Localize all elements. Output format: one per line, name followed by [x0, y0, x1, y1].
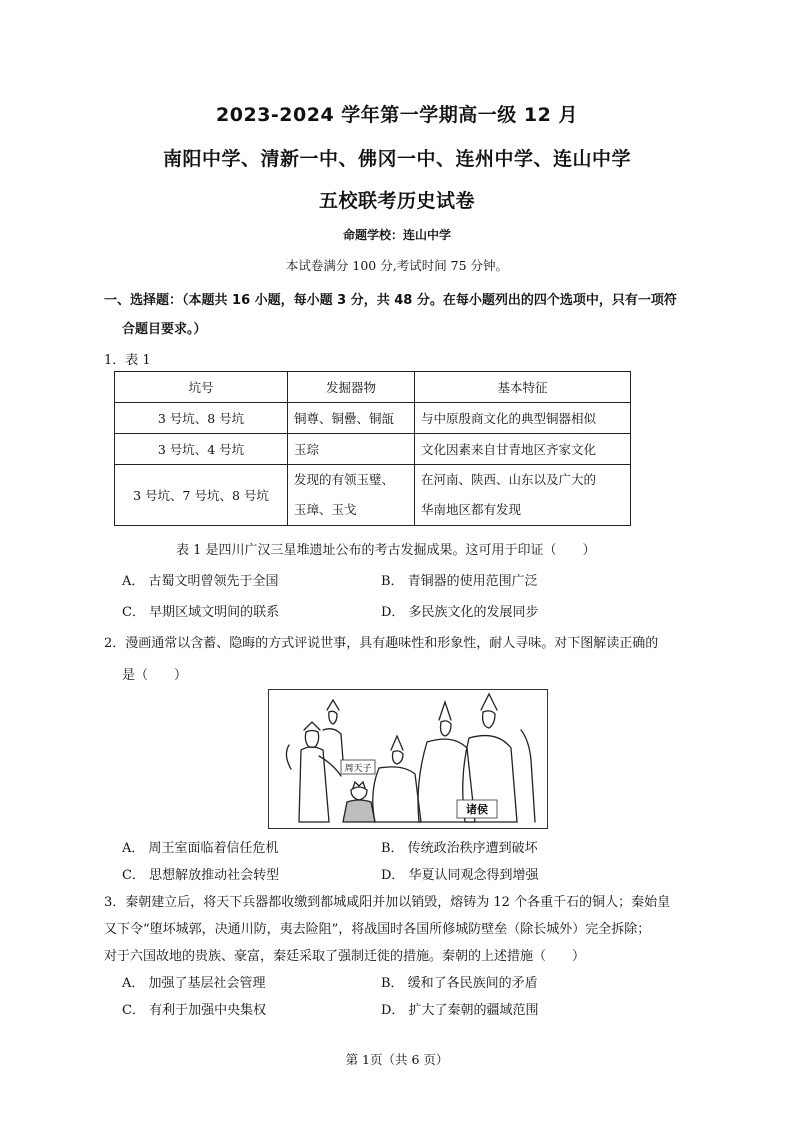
table-cell: [288, 465, 415, 526]
table-cell: 3 号坑、8 号坑: [115, 403, 288, 434]
q1-option-c: C． 早期区域文明间的联系: [122, 605, 280, 620]
table-cell-line: 华南地区都有发现: [421, 502, 522, 517]
q2-option-a: A． 周王室面临着信任危机: [122, 841, 279, 856]
table-cell-line: 在河南、陕西、山东以及广大的: [421, 472, 597, 487]
q2-option-b: B． 传统政治秩序遭到破坏: [381, 841, 538, 856]
table-cell: 3 号坑、4 号坑: [115, 434, 288, 465]
cartoon-drawing: [269, 690, 547, 828]
q3-option-a: A． 加强了基层社会管理: [122, 976, 266, 991]
table-header-cell: 基本特征: [415, 372, 631, 403]
q2-stem-line2: 是（ ）: [122, 668, 188, 683]
cartoon-label-lords: 诸侯: [466, 803, 488, 816]
q1-stem: 表 1 是四川广汉三星堆遗址公布的考古发掘成果。这可用于印证（ ）: [176, 543, 596, 558]
table-cell-line: 玉璋、玉戈: [294, 502, 357, 517]
section-heading: 一、选择题：（本题共 16 小题，每小题 3 分，共 48 分。在每小题列出的四个选项中，只有一项符: [104, 293, 677, 308]
table-header-cell: 发掘器物: [288, 372, 415, 403]
q1-option-d: D． 多民族文化的发展同步: [381, 605, 539, 620]
q1-label: 1．表 1: [104, 353, 151, 368]
exam-title-schools: 南阳中学、清新一中、佛冈一中、连州中学、连山中学: [162, 148, 631, 170]
table-cell: 与中原殷商文化的典型铜器相似: [415, 403, 631, 434]
table-row: [115, 434, 631, 465]
q1-option-b: B． 青铜器的使用范围广泛: [381, 574, 538, 589]
setter-school: 命题学校：连山中学: [342, 228, 451, 242]
table-header-cell: 坑号: [115, 372, 288, 403]
table-cell: [415, 465, 631, 526]
table-row: [115, 465, 631, 526]
q2-stem-line1: 2．漫画通常以含蓄、隐晦的方式评说世事，具有趣味性和形象性，耐人寻味。对下图解读正确的: [104, 636, 659, 651]
q3-stem-line1: 3．秦朝建立后，将天下兵器都收缴到都城咸阳并加以销毁，熔铸为 12 个各重千石的铜人；秦始皇: [104, 895, 671, 910]
exam-title-line1: 2023-2024 学年第一学期高一级 12 月: [216, 104, 578, 126]
table-cell: 文化因素来自甘青地区齐家文化: [415, 434, 631, 465]
q3-option-b: B． 缓和了各民族间的矛盾: [381, 976, 538, 991]
cartoon-image: [268, 689, 548, 829]
table-row: [115, 403, 631, 434]
exam-info: 本试卷满分 100 分,考试时间 75 分钟。: [285, 258, 509, 273]
table-cell: 玉琮: [288, 434, 415, 465]
q1-table: [114, 371, 631, 526]
page-footer: 第 1页（共 6 页）: [345, 1052, 449, 1067]
q3-stem-line3: 对于六国故地的贵族、豪富，秦廷采取了强制迁徙的措施。秦朝的上述措施（ ）: [104, 949, 586, 964]
q2-option-c: C． 思想解放推动社会转型: [122, 868, 280, 883]
q3-option-c: C． 有利于加强中央集权: [122, 1003, 267, 1018]
cartoon-label-king: 周天子: [344, 764, 372, 774]
table-cell: 3 号坑、7 号坑、8 号坑: [115, 465, 288, 526]
section-heading-cont: 合题目要求。）: [122, 322, 207, 337]
table-cell: 铜尊、铜罍、铜瓿: [288, 403, 415, 434]
q1-option-a: A． 古蜀文明曾领先于全国: [122, 574, 279, 589]
q2-option-d: D． 华夏认同观念得到增强: [381, 868, 539, 883]
table-cell-line: 发现的有领玉璧、: [294, 472, 395, 487]
table-header-row: [115, 372, 631, 403]
exam-title-subject: 五校联考历史试卷: [318, 190, 475, 212]
q3-option-d: D． 扩大了秦朝的疆域范围: [381, 1003, 539, 1018]
q3-stem-line2: 又下令“堕坏城郭，决通川防，夷去险阻”，将战国时各国所修城防壁垒（除长城外）完全拆除；: [104, 922, 651, 937]
